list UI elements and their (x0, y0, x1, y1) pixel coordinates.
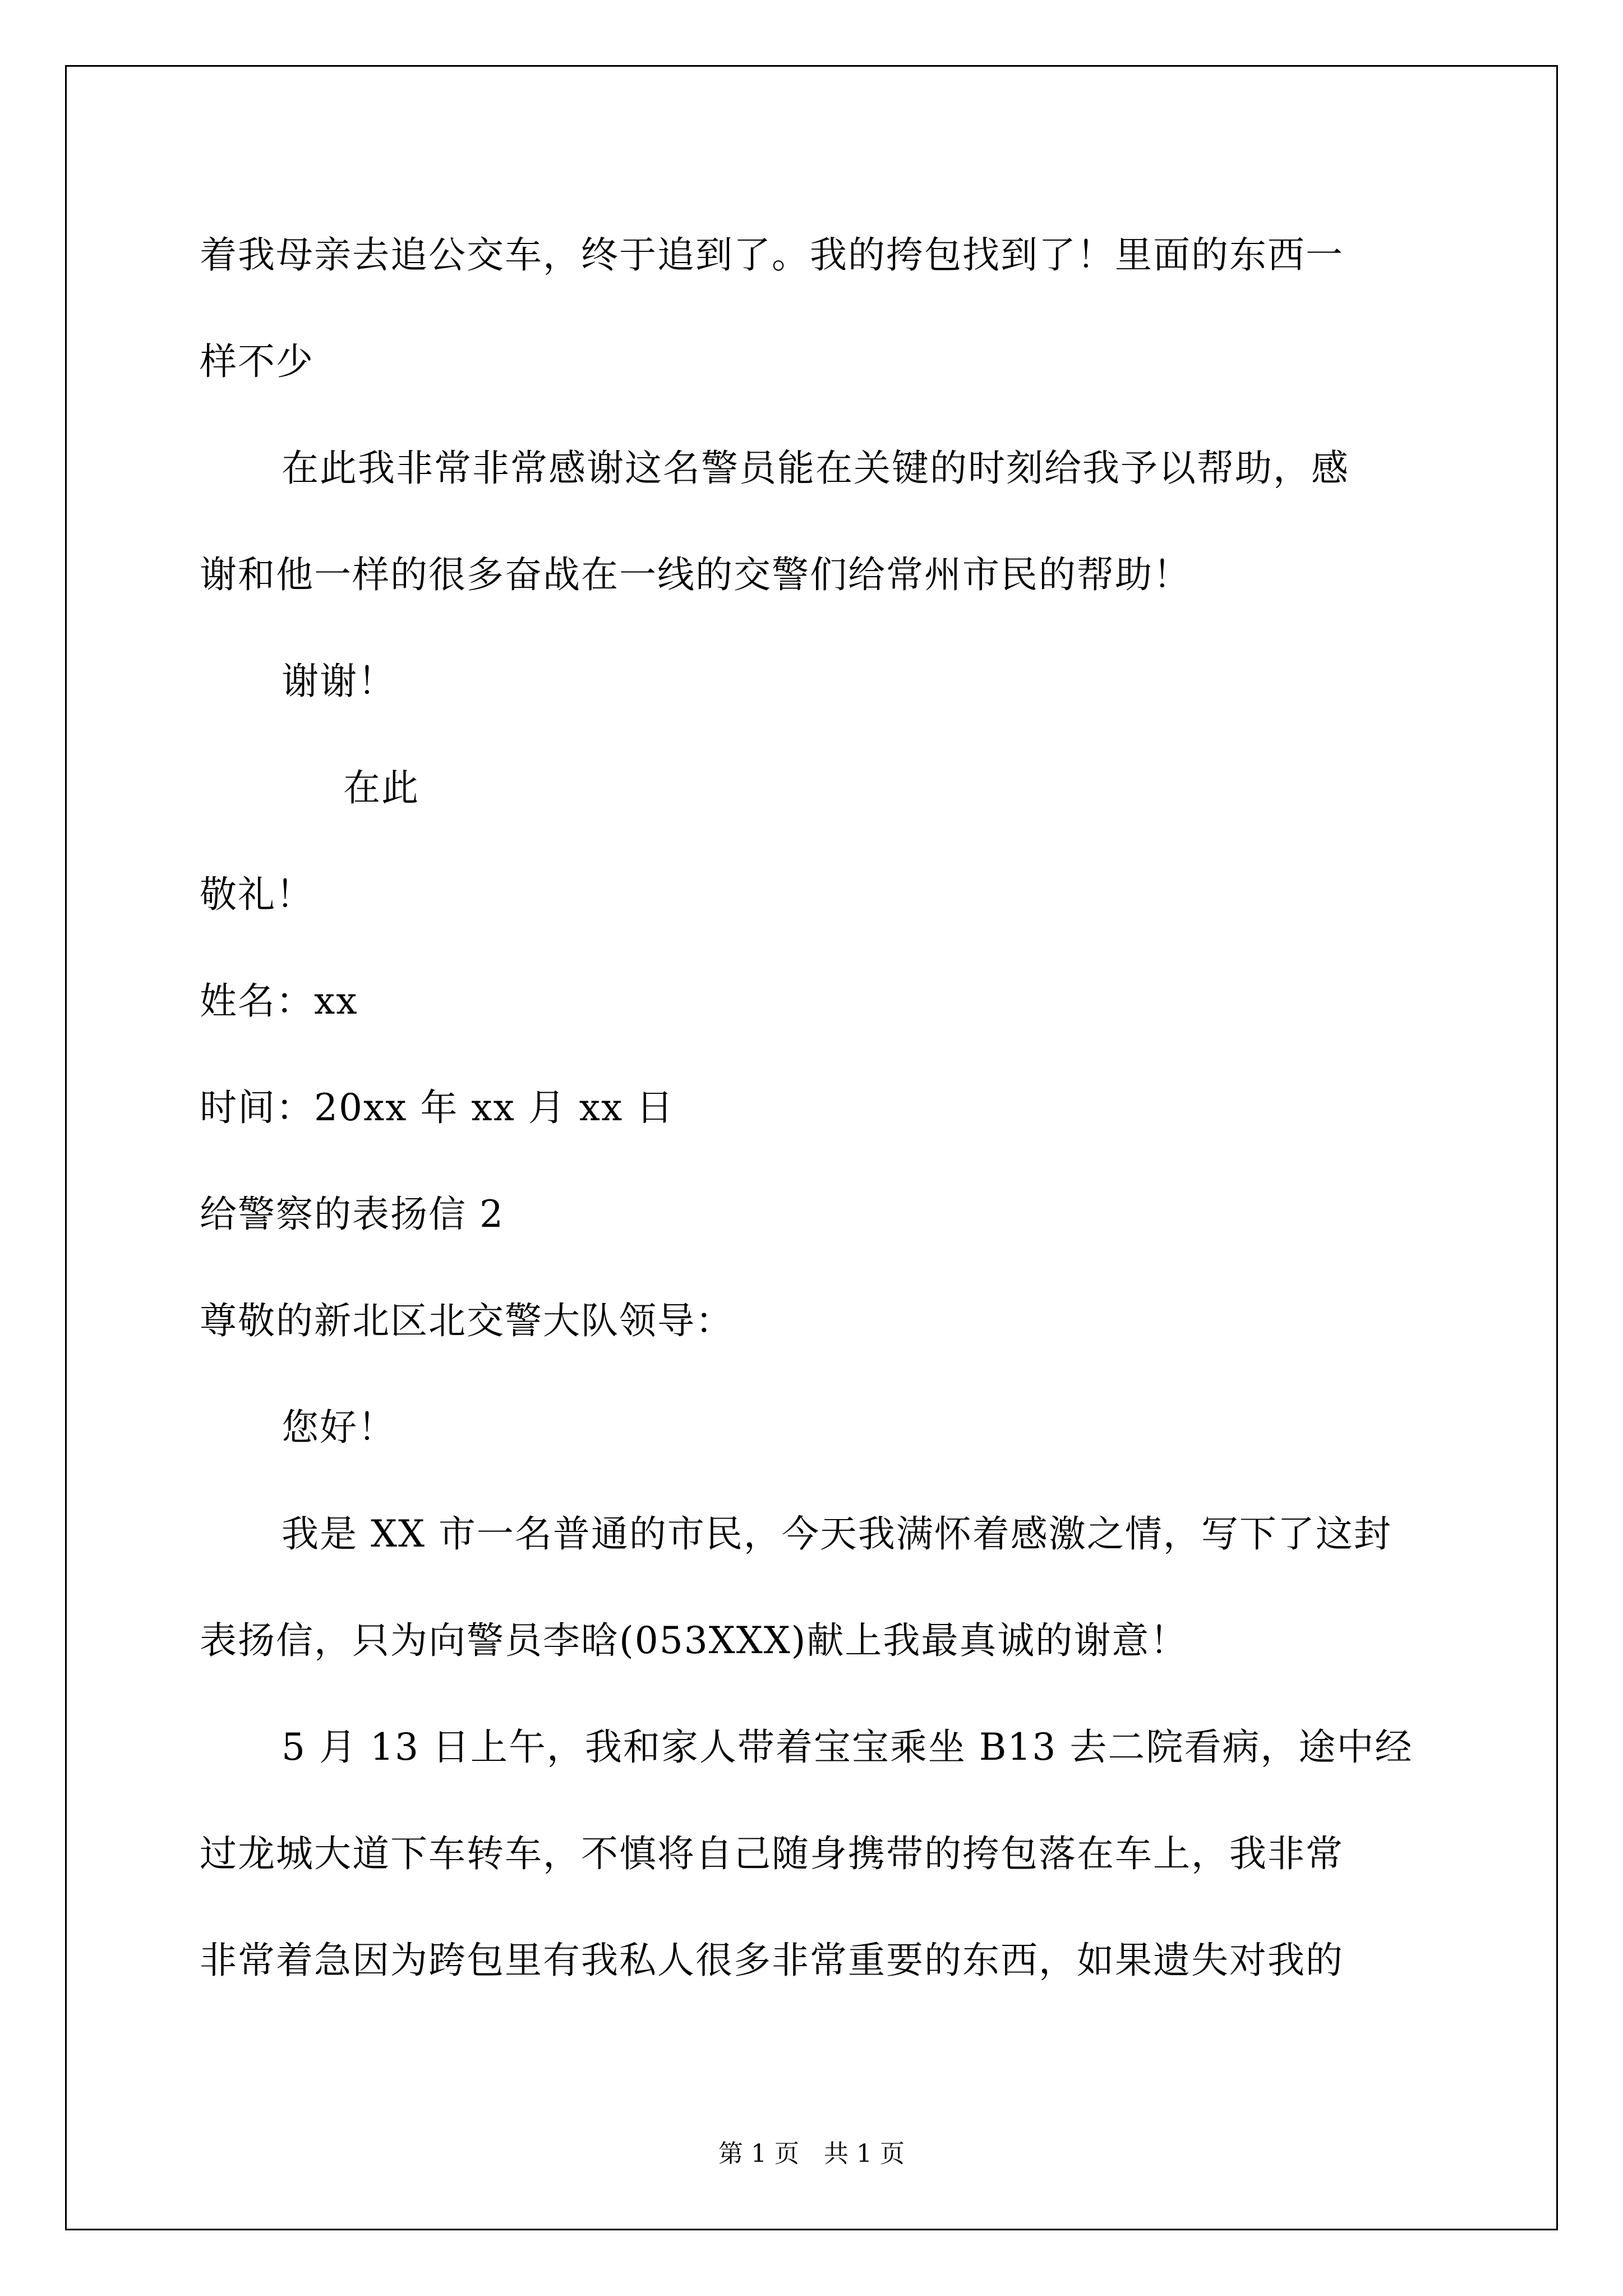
document-body (200, 202, 1433, 2014)
text-line: 过龙城大道下车转车，不慎将自己随身携带的挎包落在车上，我非常 (200, 1832, 1344, 1875)
text-line: 谢谢！ (282, 660, 396, 703)
text-line: 5 月 13 日上午，我和家人带着宝宝乘坐 B13 去二院看病，途中经 (282, 1726, 1413, 1769)
text-line: 敬礼！ (200, 873, 314, 916)
text-line: 着我母亲去追公交车，终于追到了。我的挎包找到了！里面的东西一 (200, 233, 1344, 277)
text-line: 时间：20xx 年 xx 月 xx 日 (200, 1086, 675, 1129)
page-footer: 第 1 页 共 1 页 (718, 2139, 905, 2168)
text-line: 姓名：xx (200, 979, 358, 1023)
section-title: 给警察的表扬信 2 (200, 1193, 504, 1236)
text-line: 表扬信，只为向警员李晗(053XXX)献上我最真诚的谢意！ (200, 1619, 1188, 1662)
greeting: 您好！ (282, 1406, 396, 1449)
text-line: 样不少 (200, 340, 314, 383)
text-line: 我是 XX 市一名普通的市民，今天我满怀着感激之情，写下了这封 (282, 1512, 1392, 1556)
text-line: 在此 (343, 766, 419, 809)
salutation: 尊敬的新北区北交警大队领导： (200, 1299, 734, 1342)
text-line: 非常着急因为跨包里有我私人很多非常重要的东西，如果遗失对我的 (200, 1939, 1344, 1982)
text-line: 谢和他一样的很多奋战在一线的交警们给常州市民的帮助！ (200, 553, 1191, 596)
text-line: 在此我非常非常感谢这名警员能在关键的时刻给我予以帮助，感 (282, 447, 1349, 490)
